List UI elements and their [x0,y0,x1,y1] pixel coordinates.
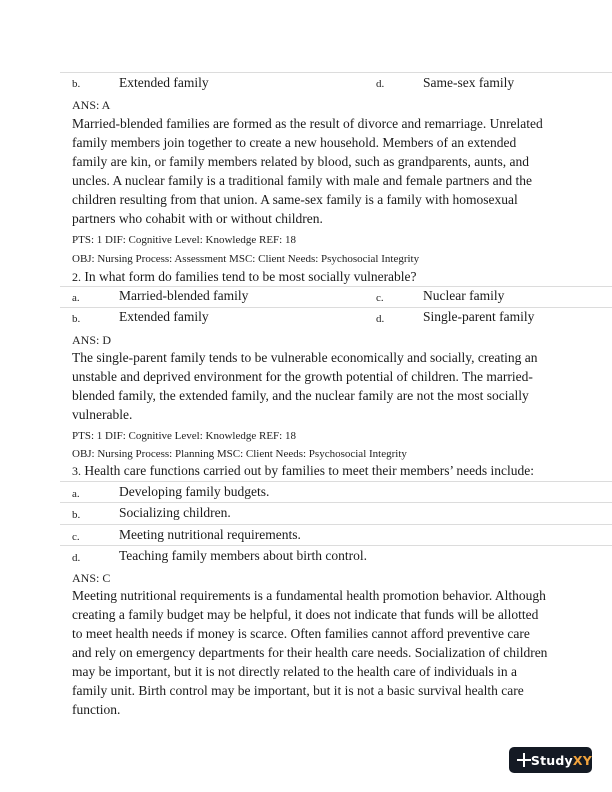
answer-key: ANS: C [72,571,111,585]
question-text: In what form do families tend to be most socially vulnerable? [84,269,417,284]
option-row-divider [60,545,612,546]
option-text: Developing family budgets. [119,484,270,499]
studyxy-badge[interactable] [509,747,592,773]
badge-brand-accent: XY [572,752,592,768]
option-letter: b. [72,509,81,521]
option-row-divider [60,307,612,308]
option-text: Same-sex family [423,75,515,90]
question-stem [72,463,534,479]
answer-key: ANS: A [72,98,111,112]
question-number: 3. [72,464,81,478]
pts-line: PTS: 1 DIF: Cognitive Level: Knowledge REF: 18 [72,430,296,442]
option-text: Single-parent family [423,309,535,324]
option-text: Meeting nutritional requirements. [119,527,301,542]
plus-icon [517,753,524,767]
option-text: Socializing children. [119,505,231,520]
rationale-text: Married-blended families are formed as the result of divorce and remarriage. Unrelated family members join together to create a new household. Members of an extended family are kin, or family members related by blood, such as grandparents, aunts, and uncles. A nuclear family is a traditional family with male and female partners and the children resulting from that union. A same-sex family is a family with homosexual partners who cohabit with or without children. [72,116,543,226]
obj-line: OBJ: Nursing Process: Planning MSC: Client Needs: Psychosocial Integrity [72,448,407,460]
option-letter: a. [72,292,80,304]
pts-line: PTS: 1 DIF: Cognitive Level: Knowledge REF: 18 [72,234,296,246]
option-letter: d. [376,78,385,90]
option-row-divider [60,481,612,482]
option-letter: b. [72,313,81,325]
option-letter: b. [72,78,81,90]
option-text: Married-blended family [119,288,249,303]
option-letter: d. [376,313,385,325]
option-text: Extended family [119,75,209,90]
rationale-text: Meeting nutritional requirements is a fundamental health promotion behavior. Although creating a family budget may be helpful, it does not indicate that funds will be allotted to meet health needs if money is scarce. Often families cannot afford preventive care and rely on emergency departments for their health care needs. Socialization of children may be important, but it is not directly related to the health care of individuals in a family unit. Birth control may be important, but it is not a basic survival health care function. [72,588,548,717]
option-text: Teaching family members about birth control. [119,548,367,563]
option-letter: d. [72,552,81,564]
option-row-divider [60,286,612,287]
option-text: Nuclear family [423,288,505,303]
option-row-divider [60,502,612,503]
answer-key: ANS: D [72,333,112,347]
badge-brand: Study [530,752,573,768]
option-letter: c. [376,292,384,304]
obj-line: OBJ: Nursing Process: Assessment MSC: Client Needs: Psychosocial Integrity [72,253,420,265]
option-text: Extended family [119,309,209,324]
option-row-divider [60,72,612,73]
rationale-text: The single-parent family tends to be vulnerable economically and socially, creating an unstable and deprived environment for the growth potential of children. The married-blended family, the extended family, and the nuclear family are not the most socially vulnerable. [72,350,538,422]
option-letter: c. [72,531,80,543]
option-letter: a. [72,488,80,500]
question-number: 2. [72,270,81,284]
option-row-divider [60,524,612,525]
question-text: Health care functions carried out by families to meet their members’ needs include: [84,463,534,478]
question-stem [72,269,417,285]
